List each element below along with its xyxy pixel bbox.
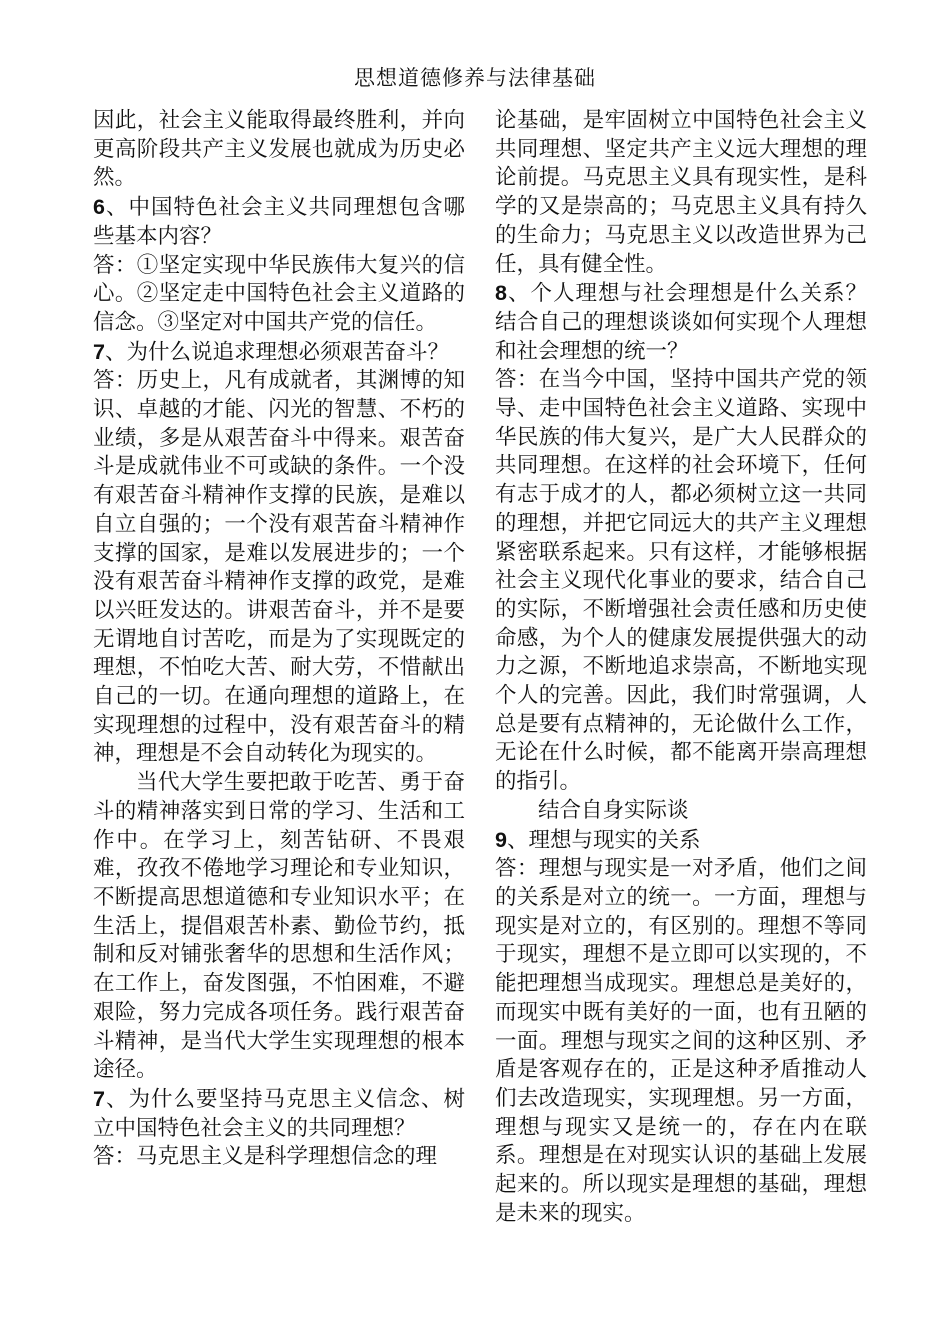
answer-7b-start: 答：马克思主义是科学理想信念的理 <box>93 1144 438 1170</box>
question-text: 、为什么要坚持马克思主义信念、树立中国特色社会主义的共同理想？ <box>93 1086 465 1141</box>
question-text: 、理想与现实的关系 <box>506 827 701 853</box>
answer-7: 答：历史上，凡有成就者，其渊博的知识、卓越的才能、闪光的智慧、不朽的业绩，多是从艰苦奋斗中得来。艰苦奋斗是成就伟业不可或缺的条件。一个没有艰苦奋斗精神作支撑的民族，是难以自立自强的；一个没有艰苦奋斗精神作支撑的国家，是难以发展进步的；一个没有艰苦奋斗精神作支撑的政党，是难以兴旺发达的。讲艰苦奋斗，并不是要无谓地自讨苦吃，而是为了实现既定的理想，不怕吃大苦、耐大劳，不惜献出自己的一切。在通向理想的道路上，在实现理想的过程中，没有艰苦奋斗的精神，理想是不会自动转化为现实的。 <box>93 368 465 767</box>
question-7 <box>93 338 465 368</box>
answer-7-paragraph-2: 当代大学生要把敢于吃苦、勇于奋斗的精神落实到日常的学习、生活和工作中。在学习上，刻苦钻研、不畏艰难，孜孜不倦地学习理论和专业知识，不断提高思想道德和专业知识水平；在生活上，提倡艰苦朴素、勤俭节约，抵制和反对铺张奢华的思想和生活作风；在工作上，奋发图强，不怕困难，不避艰险，努力完成各项任务。践行艰苦奋斗精神，是当代大学生实现理想的根本途径。 <box>93 770 465 1083</box>
question-number: 8 <box>495 281 507 306</box>
question-number: 7 <box>93 1086 105 1111</box>
answer-8-note: 结合自身实际谈 <box>538 797 689 823</box>
question-number: 6 <box>93 195 105 220</box>
question-8 <box>495 279 867 366</box>
answer-8: 答：在当今中国，坚持中国共产党的领导、走中国特色社会主义道路、实现中华民族的伟大复兴，是广大人民群众的共同理想。在这样的社会环境下，任何有志于成才的人，都必须树立这一共同的理想，并把它同远大的共产主义理想紧密联系起来。只有这样，才能够根据社会主义现代化事业的要求，结合自己的实际，不断增强社会责任感和历史使命感，为个人的健康发展提供强大的动力之源，不断地追求崇高，不断地实现个人的完善。因此，我们时常强调，人总是要有点精神的，无论做什么工作，无论在什么时候，都不能离开崇高理想的指引。 <box>495 367 867 795</box>
left-column <box>93 107 465 1172</box>
question-number: 7 <box>93 339 105 364</box>
page-header: 思想道德修养与法律基础 <box>354 66 596 90</box>
question-6 <box>93 193 465 251</box>
question-text: 、中国特色社会主义共同理想包含哪些基本内容？ <box>93 195 465 249</box>
paragraph: 因此，社会主义能取得最终胜利，并向更高阶段共产主义发展也就成为历史必然。 <box>93 108 465 191</box>
question-9 <box>495 826 867 856</box>
question-7b <box>93 1085 465 1143</box>
answer-6: 答：①坚定实现中华民族伟大复兴的信心。②坚定走中国特色社会主义道路的信念。③坚定对中国共产党的信任。 <box>93 252 465 335</box>
question-text: 、个人理想与社会理想是什么关系？结合自己的理想谈谈如何实现个人理想和社会理想的统一？ <box>495 281 867 364</box>
answer-7b-continued: 论基础，是牢固树立中国特色社会主义共同理想、坚定共产主义远大理想的理论前提。马克思主义具有现实性，是科学的又是崇高的；马克思主义具有持久的生命力；马克思主义以改造世界为己任，具有健全性。 <box>495 108 867 277</box>
right-column <box>495 107 867 1228</box>
answer-9: 答：理想与现实是一对矛盾，他们之间的关系是对立的统一。一方面，理想与现实是对立的，有区别的。理想不等同于现实，理想不是立即可以实现的，不能把理想当成现实。理想总是美好的，而现实中既有美好的一面，也有丑陋的一面。理想与现实之间的这种区别、矛盾是客观存在的，正是这种矛盾推动人们去改造现实，实现理想。另一方面，理想与现实又是统一的，存在内在联系。理想是在对现实认识的基础上发展起来的。所以现实是理想的基础，理想是未来的现实。 <box>495 856 867 1226</box>
question-text: 、为什么说追求理想必须艰苦奋斗？ <box>104 339 449 365</box>
question-number: 9 <box>495 827 507 852</box>
